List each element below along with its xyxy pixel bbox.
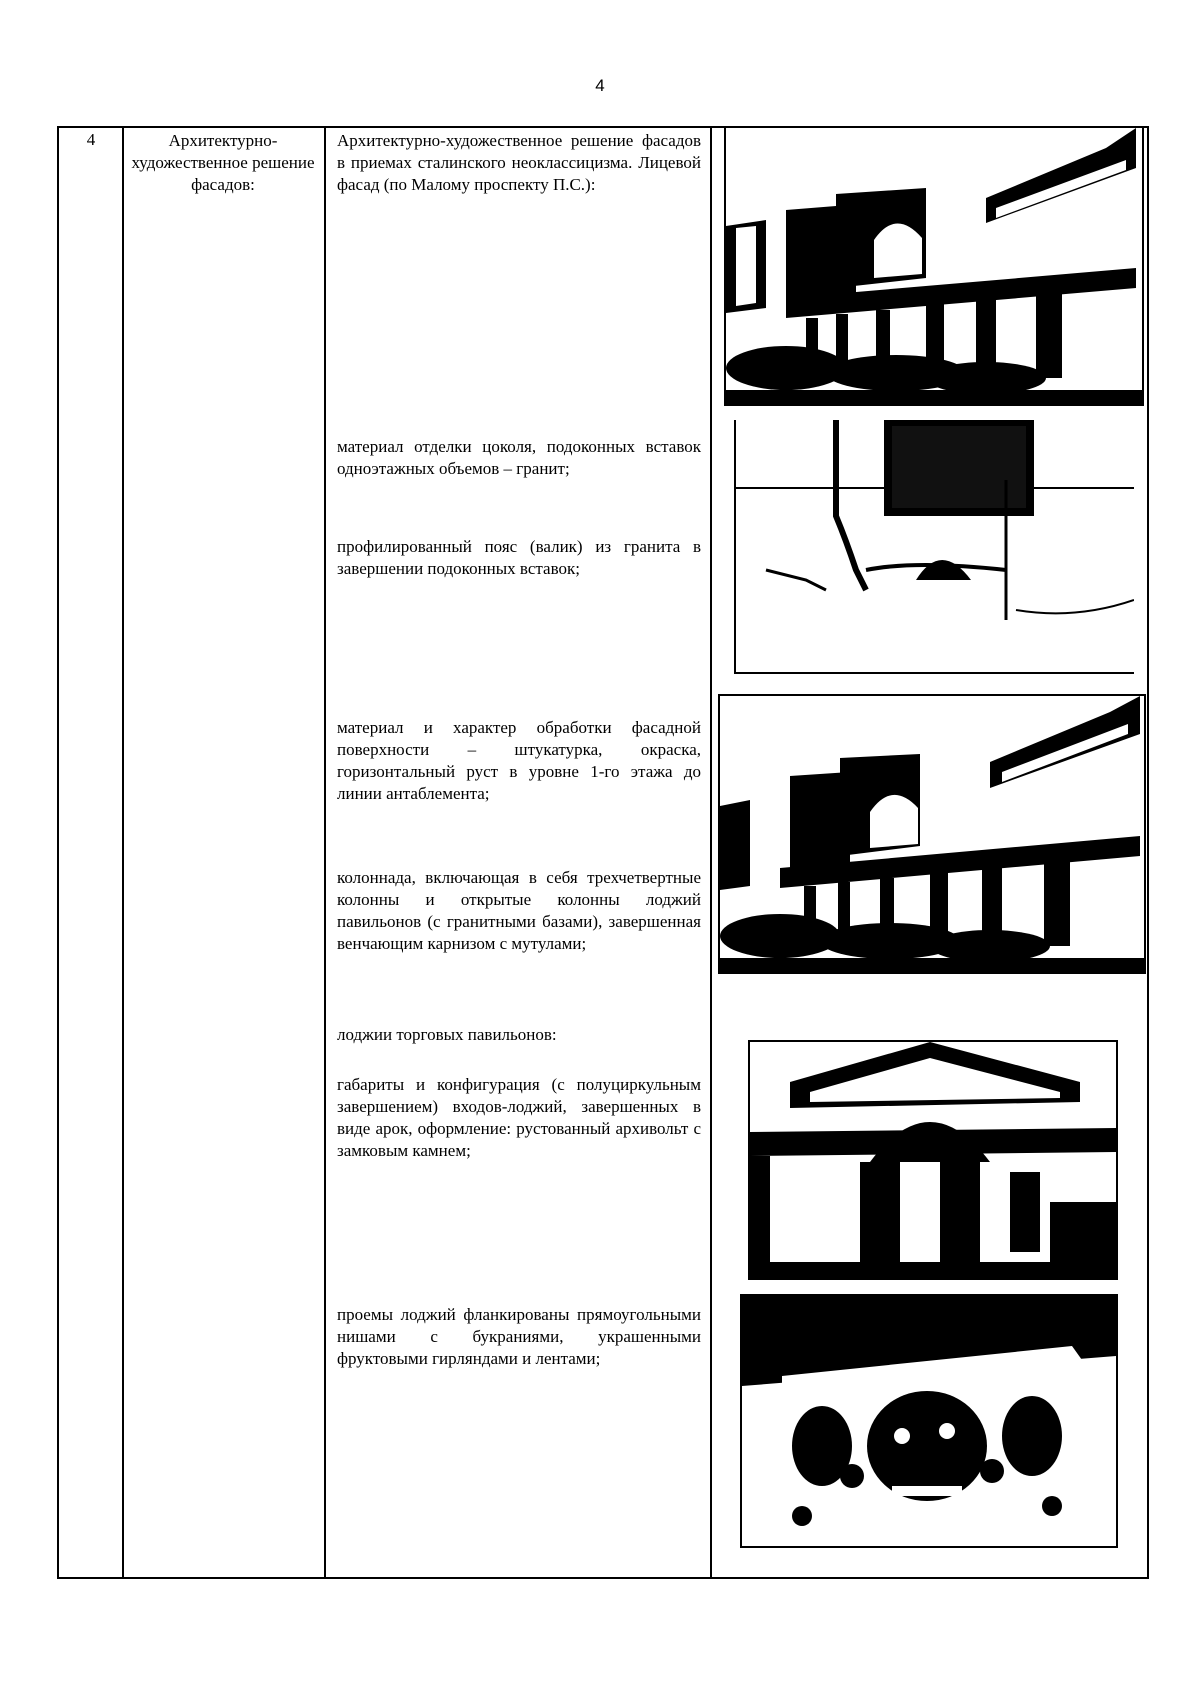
paragraph-colonnade: колоннада, включающая в себя трехчетвертные колонны и открытые колонны лоджий павильонов (с гранитными базами), завершенная венчающим карнизом с мутулами;: [337, 868, 701, 953]
facade-photo-colonnade: [718, 694, 1146, 974]
bucranium-photo: [740, 1294, 1118, 1548]
paragraph-loggia-dimensions: габариты и конфигурация (с полуциркульным завершением) входов-лоджий, завершенных в виде арок, оформление: рустованный архивольт с замковым камнем;: [337, 1075, 701, 1160]
paragraph-plinth-material: материал отделки цоколя, подоконных вставок одноэтажных объемов – гранит;: [337, 437, 701, 478]
paragraph-profiled-belt: профилированный пояс (валик) из гранита в завершении подоконных вставок;: [337, 537, 701, 578]
pavilion-loggia-photo: [748, 1040, 1118, 1280]
table-column-divider: [324, 126, 326, 1579]
row-number: 4: [86, 130, 96, 149]
table-column-divider: [122, 126, 124, 1579]
paragraph-facade-solution: Архитектурно-художественное решение фасадов в приемах сталинского неоклассицизма. Лицевой фасад (по Малому проспекту П.С.):: [337, 131, 701, 194]
paragraph-loggias: лоджии торговых павильонов:: [337, 1025, 557, 1044]
table-column-divider: [710, 126, 712, 1579]
paragraph-loggia-openings: проемы лоджий фланкированы прямоугольными нишами с букраниями, украшенными фруктовыми гирляндами и лентами;: [337, 1305, 701, 1368]
plinth-detail-photo: [734, 420, 1134, 674]
facade-photo: [724, 126, 1144, 406]
paragraph-surface-treatment: материал и характер обработки фасадной поверхности – штукатурка, окраска, горизонтальный руст в уровне 1-го этажа до линии антаблемента;: [337, 718, 701, 803]
page-number: 4: [595, 76, 605, 95]
row-title: Архитектурно-художественное решение фасадов:: [131, 131, 315, 194]
